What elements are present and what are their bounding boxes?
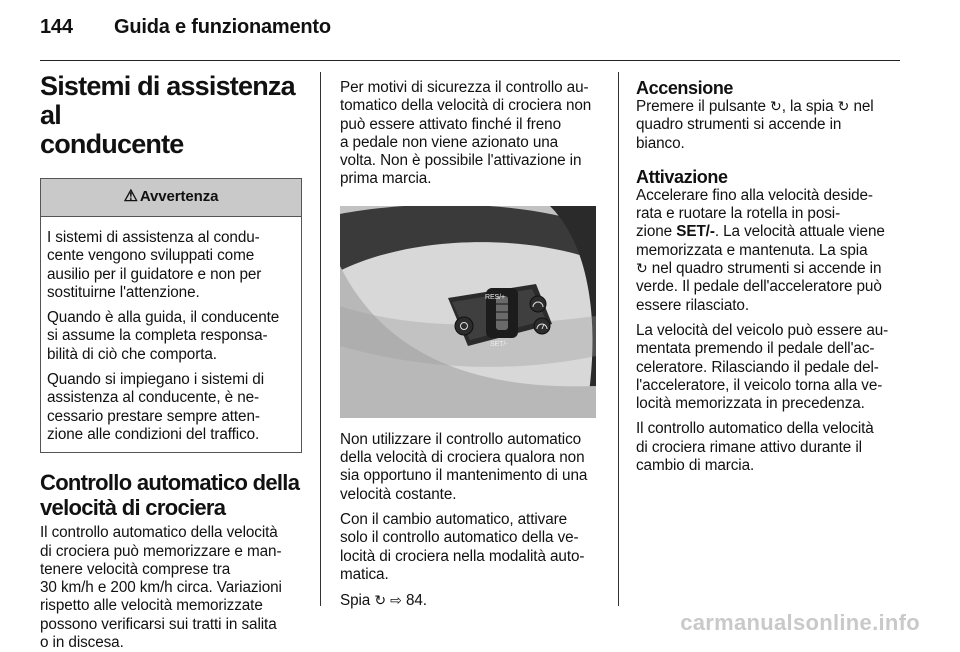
cruise-control-icon: ↻ [770, 99, 782, 115]
speed-increase-paragraph: La velocità del veicolo può essere au- mentata premendo il pedale dell'ac- celeratore. Rilasciando il pedale del- l'acceleratore, il veicolo torna alla ve- locità memorizzata in precedenza. [636, 321, 889, 413]
attivazione-text-c: nel quadro strumenti si accende in verde. Il pedale dell'acceleratore può essere rilasciato. [636, 260, 882, 314]
gear-change-paragraph: Il controllo automatico della velocità di crociera rimane attivo durante il cambio di marcia. [636, 420, 874, 475]
automatic-gearbox-paragraph: Con il cambio automatico, attivare solo il controllo automatico della ve- locità di crociera nella modalità auto- matica. [340, 510, 585, 583]
attivazione-paragraph [636, 187, 902, 315]
page-heading: Sistemi di assistenza al conducente [40, 71, 295, 159]
accensione-heading: Accensione [636, 78, 734, 98]
attivazione-heading: Attivazione [636, 166, 728, 187]
page-number: 144 [40, 16, 73, 38]
accensione-paragraph [636, 98, 902, 153]
page-header [40, 16, 331, 39]
warning-paragraph: Quando si impiegano i sistemi di assistenza al conducente, è ne- cessario prestare sempre atten- zione alle condizioni del traffico. [47, 371, 265, 443]
warning-paragraph: Quando è alla guida, il conducente si assume la completa responsa- bilità di ciò che comporta. [47, 309, 280, 363]
header-rule [40, 60, 900, 61]
cruise-control-intro: Il controllo automatico della velocità di crociera può memorizzare e man- tenere velocità comprese tra 30 km/h e 200 km/h circa. Variazioni rispetto alle velocità memorizzate possono verificarsi sui tratti in salita o in discesa. [40, 524, 282, 652]
accensione-text-c: nel quadro strumenti si accende in bianco. [636, 98, 874, 152]
column-divider-2 [618, 72, 619, 606]
indicator-reference [340, 591, 602, 610]
warning-triangle-icon: ⚠ [123, 188, 138, 206]
warning-header [41, 179, 301, 217]
warning-label: Avvertenza [139, 188, 219, 206]
column-1 [40, 72, 302, 652]
column-divider-1 [320, 72, 321, 606]
cruise-control-icon: ↻ [374, 593, 387, 610]
spia-label: Spia [340, 592, 371, 610]
res-label: RES/+ [485, 293, 505, 301]
usage-paragraph: Non utilizzare il controllo automatico della velocità di crociera qualora non sia opportuno il mantenimento di una velocità costante. [340, 430, 588, 503]
column-2 [340, 72, 602, 610]
warning-box [40, 178, 302, 453]
page-ref-arrow-icon: ⇨ [390, 592, 402, 609]
safety-paragraph: Per motivi di sicurezza il controllo au- tomatico della velocità di crociera non può essere attivato finché il freno a pedale non viene azionato una volta. Non è possibile l'attivazione in prima marcia. [340, 79, 592, 188]
cruise-control-heading: Controllo automatico della velocità di crociera [40, 470, 300, 521]
accensione-text-b: , la spia [781, 98, 834, 115]
warning-paragraph: I sistemi di assistenza al condu- cente vengono sviluppati come ausilio per il guidatore e non per sostituirne l'attenzione. [47, 229, 262, 301]
steering-wheel-controls-image [340, 206, 596, 418]
set-key-label: SET/- [676, 223, 715, 241]
set-label: SET/- [490, 340, 508, 348]
attivazione-text-b: . La velocità attuale viene memorizzata e mantenuta. La spia [636, 223, 885, 259]
attivazione-text-a: Accelerare fino alla velocità deside- rata e ruotare la rotella in posi- zione [636, 186, 873, 241]
section-title: Guida e funzionamento [114, 16, 331, 38]
spia-page-ref: 84. [405, 592, 427, 610]
watermark: carmanualsonline.info [680, 610, 920, 635]
column-3 [636, 72, 902, 475]
accensione-text-a: Premere il pulsante [636, 98, 766, 115]
cruise-control-icon: ↻ [636, 261, 648, 278]
warning-body [41, 217, 301, 452]
cruise-control-icon: ↻ [837, 99, 850, 115]
